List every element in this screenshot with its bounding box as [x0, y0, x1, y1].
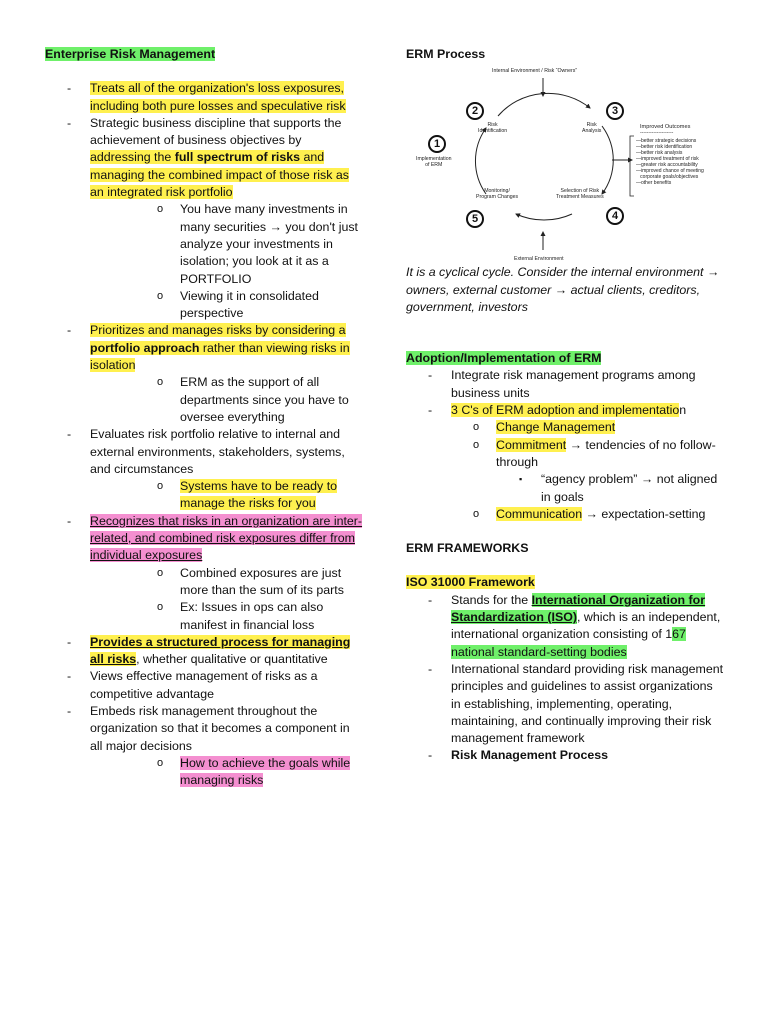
- list-item: o Ex: Issues in ops can also manifest in financial loss: [157, 600, 324, 632]
- erm-process-heading: ERM Process: [406, 47, 486, 61]
- step-1-badge: 1: [428, 135, 446, 153]
- list-item: - Treats all of the organization's loss exposures, including both pure losses and speculative risk: [67, 81, 346, 113]
- step-3-badge: 3: [606, 102, 624, 120]
- list-item: - Risk Management Process: [428, 748, 609, 763]
- list-item: - Provides a structured process for managing all risks, whether qualitative or quantitative: [67, 634, 351, 667]
- monitoring-label: Monitoring/ Program Changes: [476, 188, 519, 201]
- identification-label: Risk Identification: [478, 122, 508, 135]
- iso-list: [406, 592, 724, 765]
- selection-label: Selection of Risk Treatment Measures: [556, 188, 604, 201]
- list-item: o How to achieve the goals while managing risks: [157, 755, 351, 788]
- outcomes-bracket: [630, 136, 634, 196]
- iso-heading: ISO 31000 Framework: [406, 575, 535, 590]
- list-item: o Viewing it in consolidated perspective: [157, 288, 319, 321]
- adoption-heading: Adoption/Implementation of ERM: [406, 351, 602, 366]
- cycle-arc-top: [498, 94, 590, 117]
- list-item: - Views effective management of risks as a competitive advantage: [67, 669, 318, 701]
- step-5-badge: 5: [466, 210, 484, 228]
- outcomes-rule: --------------------: [640, 130, 674, 137]
- step-4-badge: 4: [606, 207, 624, 225]
- list-item: - Recognizes that risks in an organization are inter-related, and combined risk exposures differ from individual exposures o Combined exposures are just more than the sum of its parts o Ex: Issues in ops can also manifest in financial loss: [45, 513, 363, 634]
- list-item: o Systems have to be ready to manage the risks for you: [157, 479, 338, 511]
- list-item: o Commitment → tendencies of no follow-through ▪ “agency problem” → not aligned in goals: [451, 437, 724, 506]
- adoption-list: [406, 367, 724, 523]
- outcomes-list: —better strategic decisions —better risk identification —better risk analysis —improved treatment of risk —greater risk accountability —improved chance of meeting corporate goals/objectives —other benefits: [636, 138, 704, 187]
- list-item: - International standard providing risk management principles and guidelines to assist organizations in establishing, implementing, operating, maintaining, and continually improving their risk management framework: [428, 661, 724, 746]
- cycle-arc-left: [475, 128, 486, 194]
- internal-environment-label: Internal Environment / Risk “Owners”: [492, 68, 578, 75]
- list-item: ▪ “agency problem” → not aligned in goals: [519, 472, 718, 504]
- erm-heading: Enterprise Risk Management: [45, 47, 216, 61]
- erm-list: [45, 80, 363, 789]
- external-environment-label: External Environment: [514, 256, 564, 263]
- list-item: - Evaluates risk portfolio relative to internal and external environments, stakeholders, systems, and circumstances o Systems have to be ready to manage the risks for you: [45, 426, 363, 512]
- list-item: o ERM as the support of all departments since you have to oversee everything: [157, 375, 349, 424]
- cycle-arc-bottom: [516, 214, 572, 220]
- list-item: - Stands for the International Organization for Standardization (ISO), which is an independent, international organization consisting of 167 national standard-setting bodies: [428, 592, 721, 659]
- list-item: - 3 C's of ERM adoption and implementation o Change Management o Commitment → tendencies of no follow-through ▪ “agency problem” → not aligned in goals o Communication → expectation-setting: [406, 402, 724, 523]
- list-item: o Combined exposures are just more than the sum of its parts: [157, 565, 344, 597]
- step-2-badge: 2: [466, 102, 484, 120]
- frameworks-heading: ERM FRAMEWORKS: [406, 541, 529, 556]
- right-column: [406, 46, 724, 765]
- cycle-arc-right: [602, 126, 613, 194]
- list-item: - Prioritizes and manages risks by considering a portfolio approach rather than viewing risks in isolation o ERM as the support of all departments since you have to oversee everything: [45, 322, 363, 426]
- list-item: - Integrate risk management programs among business units: [428, 368, 696, 400]
- list-item: o You have many investments in many securities → you don't just analyze your investments in isolation; you look at it as a PORTFOLIO: [157, 202, 358, 286]
- list-item: - Embeds risk management throughout the organization so that it becomes a component in all major decisions o How to achieve the goals while managing risks: [45, 703, 363, 789]
- outcomes-title: Improved Outcomes: [640, 124, 691, 131]
- implementation-label: Implementation of ERM: [416, 156, 452, 169]
- list-item: o Communication → expectation-setting: [473, 506, 706, 521]
- list-item: - Strategic business discipline that supports the achievement of business objectives by addressing the full spectrum of risks and managing the combined impact of those risk as an integrated risk portfolio o You have many investments in many securities → you don't just analyze your investments in isolation; you look at it as a PORTFOLIO o Viewing it in consolidated perspective: [45, 115, 363, 323]
- diagram-caption: It is a cyclical cycle. Consider the internal environment → owners, external customer → actual clients, creditors, government, investors: [406, 265, 720, 314]
- erm-process-diagram: [406, 64, 724, 264]
- list-item: o Change Management: [473, 420, 616, 435]
- analysis-label: Risk Analysis: [582, 122, 602, 135]
- left-column: [45, 46, 363, 789]
